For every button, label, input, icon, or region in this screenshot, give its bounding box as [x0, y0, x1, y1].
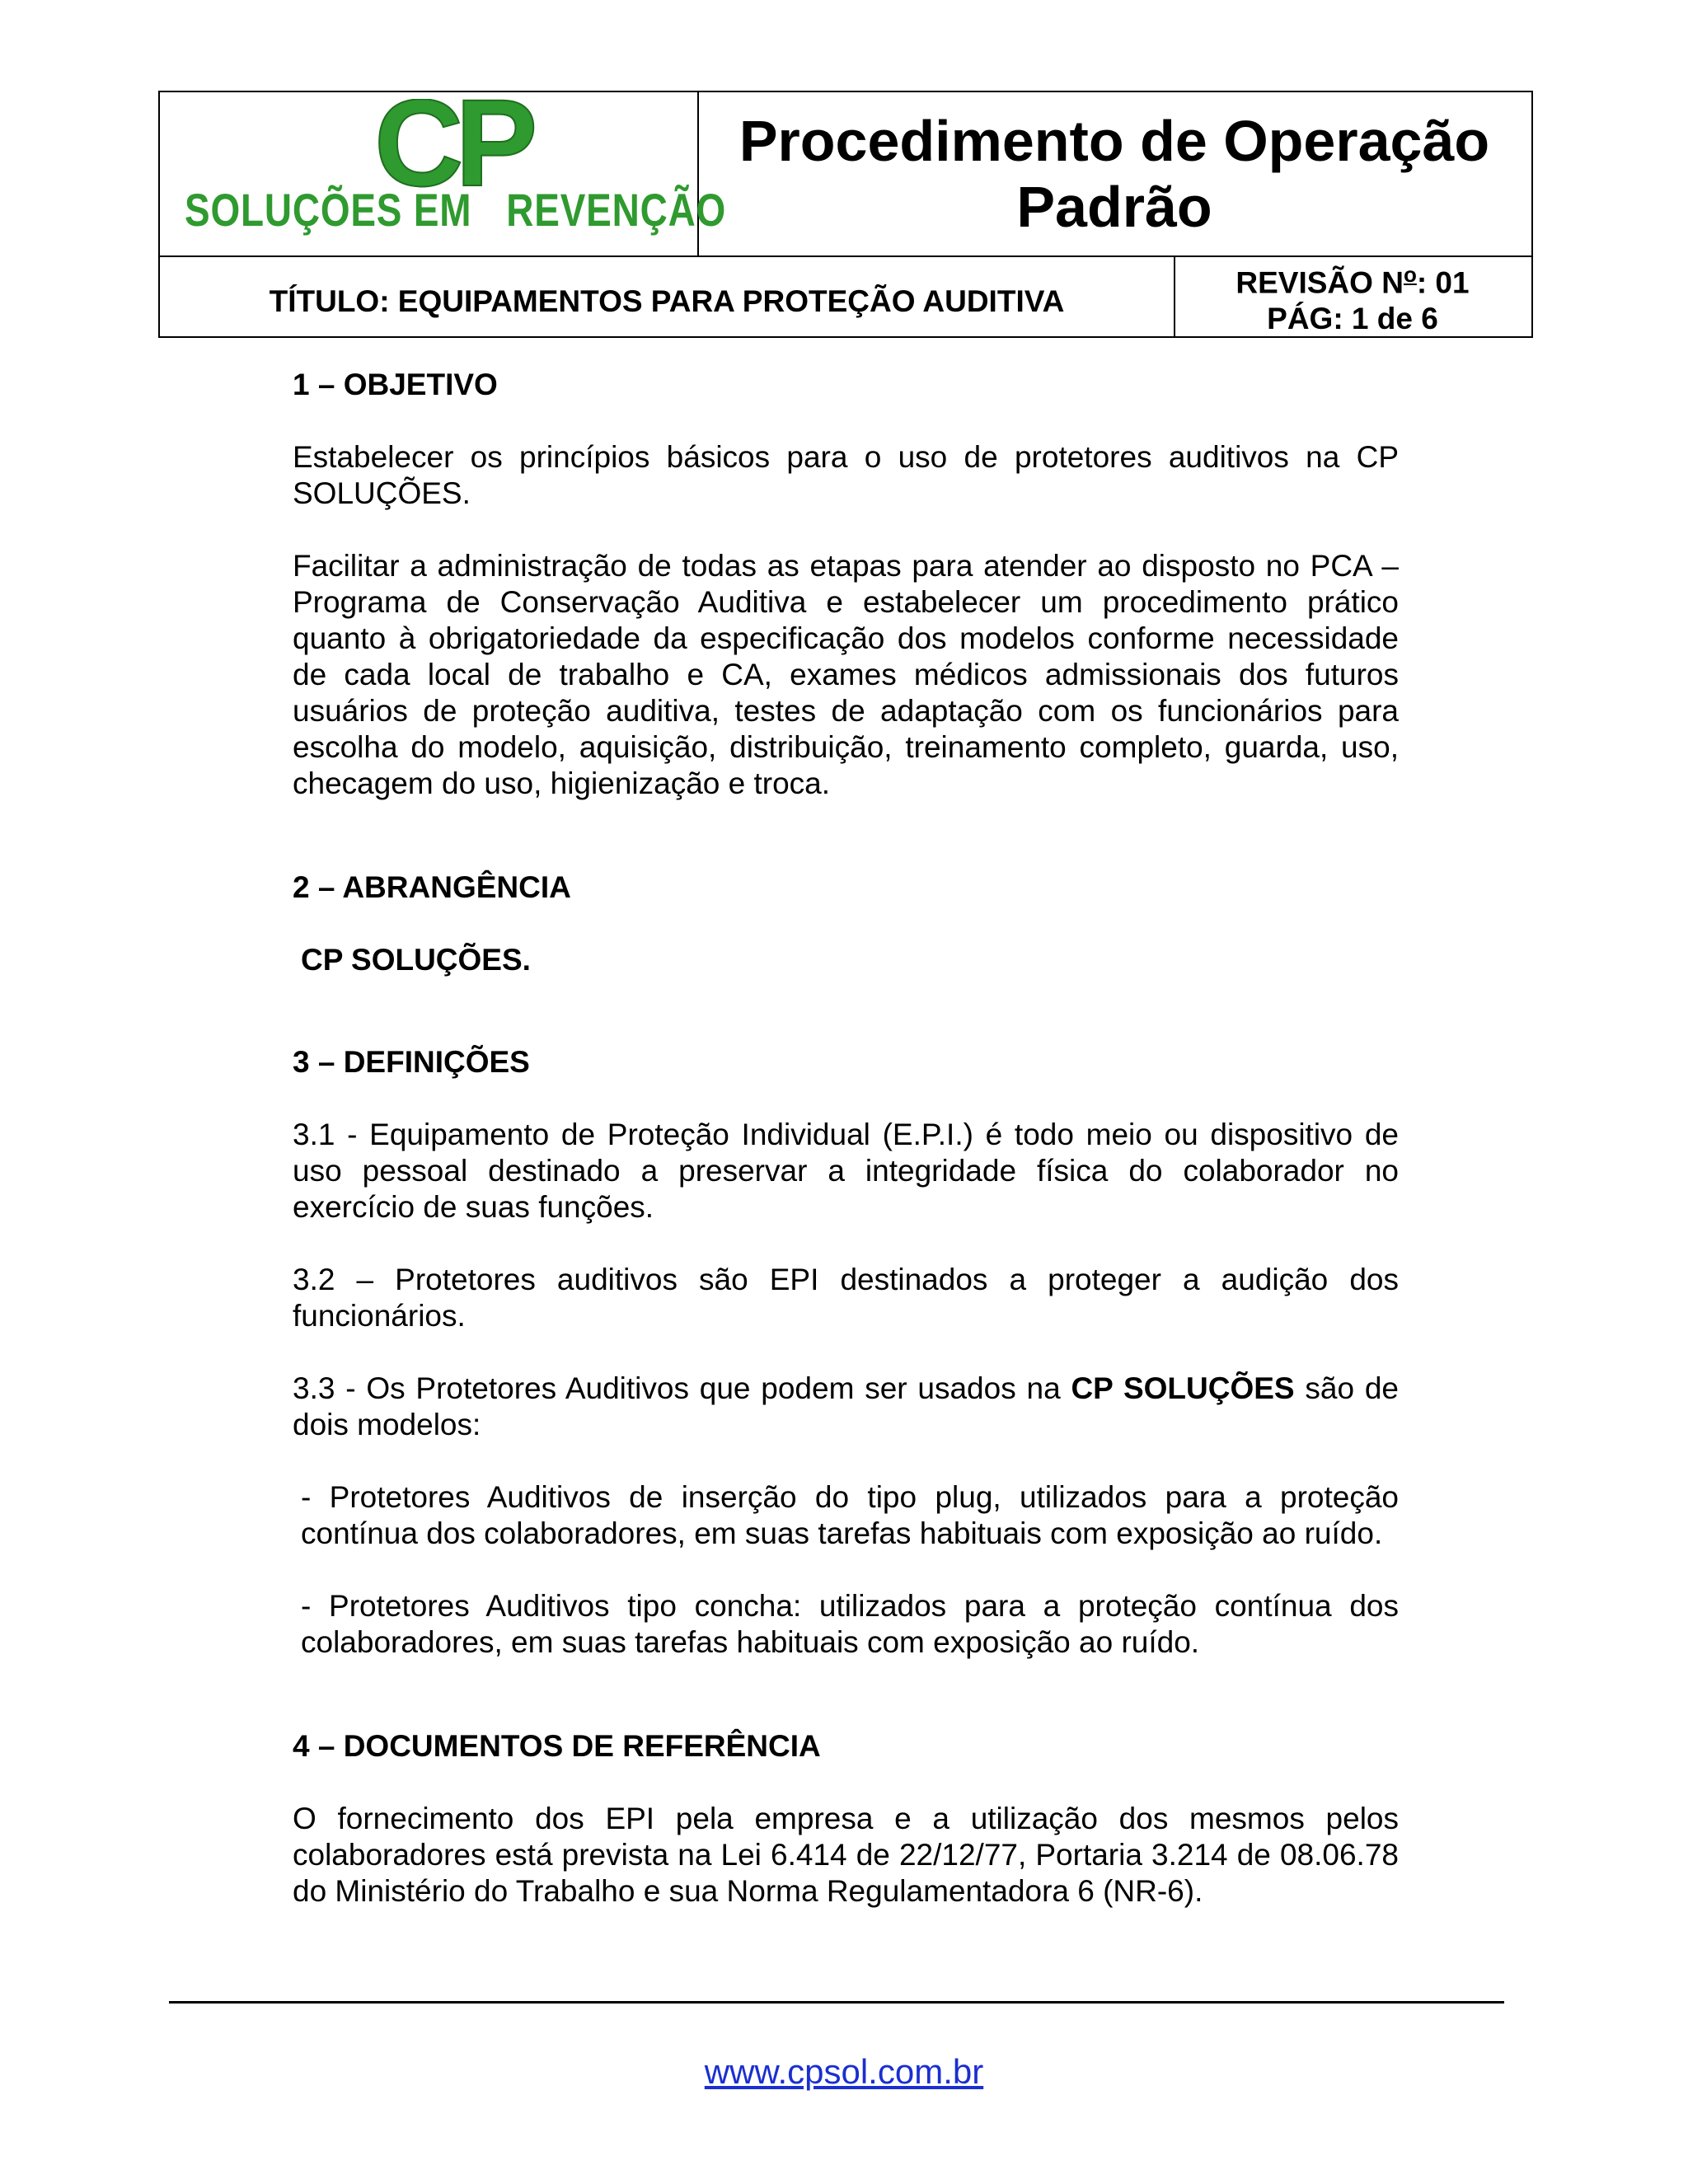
revision-no-sup: o [1403, 262, 1417, 288]
section-title-documentos-referencia: 4 – DOCUMENTOS DE REFERÊNCIA [293, 1729, 821, 1763]
doc-type-line1: Procedimento de Operação [738, 109, 1490, 173]
definicao-3-3 [293, 1371, 1399, 1443]
definicao-3-2: 3.2 – Protetores auditivos são EPI destinados a proteger a audição dos funcionários. [293, 1263, 1399, 1333]
objetivo-paragraph-2: Facilitar a administração de todas as etapas para atender ao disposto no PCA – Programa de Conservação Auditiva e estabelecer um procedimento prático quanto à obrigatoriedade da especificação dos modelos conforme necessidade de cada local de trabalho e CA, exames médicos admissionais dos futuros usuários de proteção auditiva, testes de adaptação com os funcionários para escolha do modelo, aquisição, distribuição, treinamento completo, guarda, uso, checagem do uso, higienização e troca. [293, 549, 1399, 800]
logo-tagline-right: REVENÇÃO [506, 184, 727, 236]
section-title-definicoes: 3 – DEFINIÇÕES [293, 1045, 530, 1079]
logo-tagline-left: SOLUÇÕES EM [185, 184, 472, 236]
footer-divider [169, 2001, 1504, 2004]
footer-website-link[interactable]: www.cpsol.com.br [704, 2052, 984, 2091]
definicao-3-3-part-a: 3.3 - Os Protetores Auditivos que podem ser usados na [293, 1371, 1071, 1405]
definicao-concha: - Protetores Auditivos tipo concha: utilizados para a proteção contínua dos colaboradores, em suas tarefas habituais com exposição ao ruído. [301, 1589, 1399, 1659]
revision-label: REVISÃO N [1236, 265, 1404, 300]
logo-cp-letters: CP [374, 99, 530, 212]
definicao-plug: - Protetores Auditivos de inserção do tipo plug, utilizados para a proteção contínua dos colaboradores, em suas tarefas habituais com exposição ao ruído. [301, 1480, 1399, 1550]
definicao-3-3-part-c: são de dois modelos: [293, 1371, 1399, 1441]
header-bottom-row [160, 255, 1531, 338]
header-top-row [160, 92, 1531, 257]
document-subject: TÍTULO: EQUIPAMENTOS PARA PROTEÇÃO AUDITIVA [269, 284, 1065, 318]
abrangencia-paragraph: CP SOLUÇÕES. [301, 943, 531, 977]
section-title-abrangencia: 2 – ABRANGÊNCIA [293, 870, 571, 904]
revision-cell [1174, 255, 1531, 338]
doc-type-cell [697, 92, 1531, 255]
document-body [293, 367, 1399, 1910]
definicao-3-1: 3.1 - Equipamento de Proteção Individual (E.P.I.) é todo meio ou dispositivo de uso pessoal destinado a preservar a integridade física do colaborador no exercício de suas funções. [293, 1118, 1399, 1224]
logo-tagline [185, 183, 726, 237]
revision-value: : 01 [1416, 265, 1470, 300]
page-number: PÁG: 1 de 6 [1267, 301, 1438, 335]
doc-type-title [739, 108, 1489, 240]
logo-cell [160, 92, 727, 255]
referencia-paragraph: O fornecimento dos EPI pela empresa e a utilização dos mesmos pelos colaboradores está prevista na Lei 6.414 de 22/12/77, Portaria 3.214 de 08.06.78 do Ministério do Trabalho e sua Norma Regulamentadora 6 (NR-6). [293, 1802, 1399, 1908]
subject-cell [160, 255, 1175, 338]
doc-type-line2: Padrão [1016, 175, 1212, 239]
definicao-3-3-company: CP SOLUÇÕES [1071, 1371, 1295, 1405]
section-title-objetivo: 1 – OBJETIVO [293, 368, 498, 401]
revision-number [1236, 257, 1469, 300]
objetivo-paragraph-1: Estabelecer os princípios básicos para o uso de protetores auditivos na CP SOLUÇÕES. [293, 440, 1399, 510]
document-header [158, 91, 1533, 338]
